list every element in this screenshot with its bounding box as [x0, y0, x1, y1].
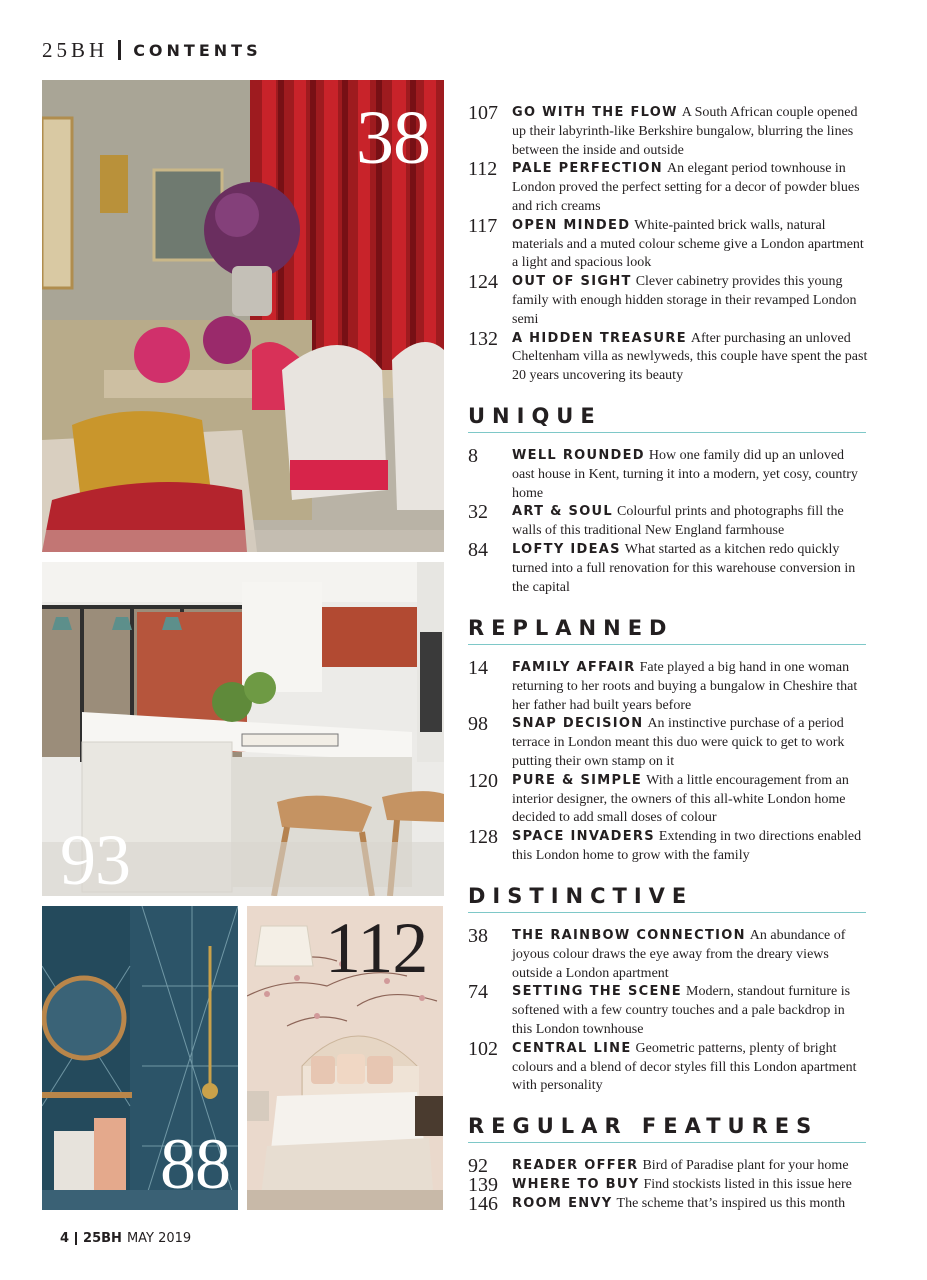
- toc-entry[interactable]: [468, 828, 868, 866]
- photo-bedroom: [247, 906, 443, 1210]
- regular-features-list: [468, 1157, 868, 1213]
- photo-page-number: 38: [356, 96, 430, 180]
- toc-entry[interactable]: [468, 1192, 868, 1215]
- entry-title: A HIDDEN TREASURE: [512, 330, 687, 346]
- entry-description: A South African couple opened up their labyrinth-like Berkshire bungalow, blurring the lines between the inside and outside: [512, 105, 858, 158]
- photo-dining-room: [42, 80, 444, 552]
- entry-title: LOFTY IDEAS: [512, 541, 621, 557]
- entry-page-number: 84: [468, 538, 488, 561]
- entry-description: An elegant period townhouse in London proved the perfect setting for a decor of powder blues and rich creams: [512, 161, 860, 214]
- section-title: CONTENTS: [133, 40, 262, 60]
- entry-page-number: 92: [468, 1155, 488, 1177]
- entry-description: An instinctive purchase of a period terrace in London meant this duo were quick to get to work putting their own stamp on it: [512, 716, 845, 769]
- toc-entry[interactable]: [468, 715, 868, 771]
- entry-title: READER OFFER: [512, 1158, 639, 1173]
- entry-page-number: 117: [468, 214, 498, 237]
- entry-description: An abundance of joyous colour draws the eye away from the dreary views outside a London apartment: [512, 928, 846, 981]
- entry-page-number: 32: [468, 501, 488, 524]
- section-heading-unique: UNIQUE: [468, 404, 866, 433]
- entry-page-number: 112: [468, 158, 498, 181]
- toc-entry[interactable]: [468, 214, 868, 273]
- entry-description: Modern, standout furniture is softened with a few country touches and a pale backdrop in this London townhouse: [512, 984, 851, 1037]
- entry-title: SPACE INVADERS: [512, 829, 655, 845]
- replanned-list: [468, 659, 868, 866]
- entry-page-number: 146: [468, 1192, 498, 1215]
- entry-description: Clever cabinetry provides this young family with enough hidden storage in their revamped London semi: [512, 274, 857, 327]
- photo-page-number: 93: [60, 820, 130, 896]
- toc-entry[interactable]: [468, 104, 868, 160]
- entry-title: THE RAINBOW CONNECTION: [512, 928, 746, 943]
- entry-page-number: 102: [468, 1037, 498, 1060]
- footer-issue-date: MAY 2019: [126, 1231, 192, 1246]
- entry-title: ROOM ENVY: [512, 1195, 613, 1211]
- photo-page-number: 88: [160, 1124, 230, 1204]
- entry-title: WHERE TO BUY: [512, 1176, 640, 1192]
- entry-title: PALE PERFECTION: [512, 161, 663, 177]
- entry-page-number: 139: [468, 1173, 498, 1196]
- entry-description: What started as a kitchen redo quickly turned into a full renovation for this warehouse conversion in the capital: [512, 541, 856, 595]
- entry-page-number: 14: [468, 657, 488, 679]
- entry-title: ART & SOUL: [512, 504, 613, 520]
- toc-entry[interactable]: [468, 1173, 868, 1196]
- entry-description: Geometric patterns, plenty of bright colours and a blend of decor styles fill this London apartment with personality: [512, 1040, 857, 1094]
- entry-title: CENTRAL LINE: [512, 1040, 632, 1056]
- toc-entry[interactable]: [468, 983, 868, 1039]
- toc-entry[interactable]: [468, 769, 868, 828]
- entry-description: With a little encouragement from an interior designer, the owners of this all-white London home decided to add small doses of colour: [512, 772, 849, 826]
- section-heading-replanned: REPLANNED: [468, 616, 866, 645]
- page-footer: [60, 1231, 191, 1246]
- toc-entry[interactable]: [468, 160, 868, 216]
- toc-entry[interactable]: [468, 1157, 868, 1176]
- entry-page-number: 8: [468, 445, 478, 467]
- entry-description: White-painted brick walls, natural materials and a muted colour scheme give a London apartment a light and spacious look: [512, 217, 864, 271]
- entry-page-number: 132: [468, 327, 498, 350]
- entry-title: GO WITH THE FLOW: [512, 105, 678, 120]
- entry-description: Find stockists listed in this issue here: [643, 1176, 852, 1192]
- toc-entry[interactable]: [468, 927, 868, 983]
- header-divider: [118, 40, 121, 60]
- footer-divider: [75, 1232, 77, 1245]
- toc-entry[interactable]: [468, 327, 868, 386]
- toc-entry[interactable]: [468, 538, 868, 597]
- toc-entry[interactable]: [468, 273, 868, 329]
- section-heading-distinctive: DISTINCTIVE: [468, 884, 866, 913]
- entry-title: PURE & SIMPLE: [512, 772, 643, 788]
- entry-page-number: 38: [468, 925, 488, 947]
- footer-brand: 25BH: [83, 1231, 122, 1246]
- entry-page-number: 98: [468, 713, 488, 736]
- toc-entry[interactable]: [468, 659, 868, 715]
- entry-page-number: 128: [468, 826, 498, 849]
- entry-description: Extending in two directions enabled this London home to grow with the family: [512, 829, 862, 863]
- magazine-logo: 25BH: [42, 37, 109, 62]
- entry-description: After purchasing an unloved Cheltenham villa as newlyweds, this couple have spent the past 20 years uncovering its beauty: [512, 330, 868, 384]
- entry-description: Colourful prints and photographs fill the walls of this traditional New England farmhouse: [512, 504, 844, 539]
- entry-title: WELL ROUNDED: [512, 448, 645, 463]
- photo-kitchen: [42, 562, 444, 896]
- entry-page-number: 120: [468, 769, 498, 792]
- page-header: [42, 36, 262, 64]
- entry-description: The scheme that’s inspired us this month: [616, 1195, 846, 1211]
- entry-title: FAMILY AFFAIR: [512, 660, 636, 675]
- footer-page-number: 4: [60, 1231, 70, 1246]
- entry-description: How one family did up an unloved oast house in Kent, turning it into a modern, yet cosy, country home: [512, 448, 858, 501]
- distinctive-list: [468, 927, 868, 1096]
- entry-page-number: 124: [468, 271, 498, 294]
- entry-title: SETTING THE SCENE: [512, 984, 682, 1000]
- entry-description: Fate played a big hand in one woman returning to her roots and buying a bungalow in Cheshire that her father had built years before: [512, 660, 858, 713]
- entry-description: Bird of Paradise plant for your home: [642, 1158, 849, 1173]
- toc-entry[interactable]: [468, 447, 868, 503]
- toc-entry[interactable]: [468, 503, 868, 541]
- entry-page-number: 74: [468, 981, 488, 1004]
- entry-page-number: 107: [468, 102, 498, 124]
- photo-page-number: 112: [325, 908, 428, 988]
- entry-title: OPEN MINDED: [512, 217, 631, 233]
- entry-title: OUT OF SIGHT: [512, 274, 632, 290]
- toc-entry[interactable]: [468, 1037, 868, 1096]
- features-list: [468, 104, 868, 386]
- photo-bathroom: [42, 906, 238, 1210]
- section-heading-regular-features: REGULAR FEATURES: [468, 1114, 866, 1143]
- entry-title: SNAP DECISION: [512, 716, 644, 732]
- unique-list: [468, 447, 868, 597]
